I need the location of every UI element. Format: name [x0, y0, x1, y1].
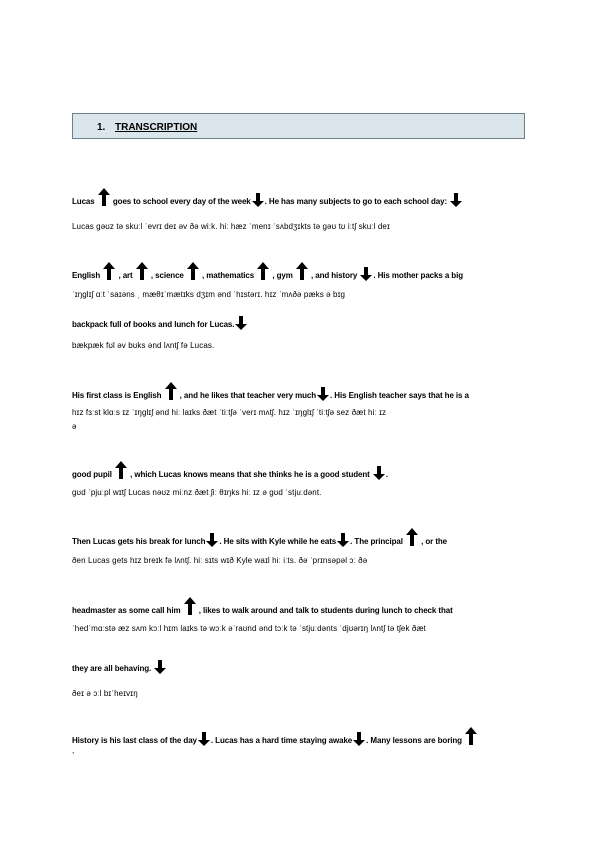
section-number: 1. [97, 122, 106, 133]
english-text: . Many lessons are boring [366, 736, 465, 745]
arrow-up-icon [256, 262, 270, 280]
english-text: . [385, 470, 388, 479]
english-line [72, 382, 469, 401]
english-text: . Lucas has a hard time staying awake [210, 736, 353, 745]
ipa-line: bækpæk fʊl əv bʊks ənd lʌntʃ fə Lucas. [72, 341, 215, 350]
english-line [72, 188, 463, 207]
english-text: History is his last class of the day [72, 736, 197, 745]
ipa-line: ðen Lucas gets hɪz breɪk fə lʌntʃ. hiː sɪts wɪð Kyle waɪl hiː iːts. ðə ˈprɪnsəpəl ɔː ðə [72, 556, 368, 565]
arrow-down-icon [372, 466, 386, 480]
english-text: His first class is English [72, 391, 164, 400]
ipa-line: hɪz fɜːst klɑːs ɪz ˈɪŋglɪʃ ənd hiː laɪks ðæt ˈtiːtʃə ˈverɪ mʌtʃ. hɪz ˈɪŋglɪʃ ˈtiːtʃə sez ðæt hiː ɪz [72, 408, 387, 417]
english-text: . The principal [350, 537, 406, 546]
section-title: TRANSCRIPTION [115, 122, 198, 133]
ipa-line: ˈhedˈmɑːstə æz sʌm kɔːl hɪm laɪks tə wɔːk əˈraʊnd ənd tɔːk tə ˈstjuːdənts ˈdjʊərɪŋ lʌntʃ tə tʃek ðæt [72, 624, 426, 633]
arrow-up-icon [97, 188, 111, 206]
arrow-up-icon [186, 262, 200, 280]
english-line [72, 528, 447, 547]
english-text: . His English teacher says that he is a [330, 391, 469, 400]
arrow-down-icon [352, 732, 366, 746]
arrow-down-icon [316, 387, 330, 401]
section-header [72, 113, 525, 139]
arrow-up-icon [135, 262, 149, 280]
arrow-down-icon [251, 193, 265, 207]
english-text: , art [116, 271, 135, 280]
english-text: , mathematics [199, 271, 257, 280]
english-text: , which Lucas knows means that she thinks he is a good student [128, 470, 372, 479]
arrow-up-icon [102, 262, 116, 280]
ipa-line: Lucas gəʊz tə skuːl ˈevrɪ deɪ əv ðə wiːk. hiː hæz ˈmenɪ ˈsʌbdʒɪkts tə gəʊ tʊ iːtʃ skuːl deɪ [72, 222, 390, 231]
english-text: headmaster as some call him [72, 606, 183, 615]
ipa-line: gʊd ˈpjuːpl wɪtʃ Lucas nəʊz miːnz ðæt ʃiː θɪŋks hiː ɪz ə gʊd ˈstjuːdənt. [72, 488, 322, 497]
english-text: , likes to walk around and talk to students during lunch to check that [196, 606, 453, 615]
english-text: , science [148, 271, 186, 280]
english-line [72, 727, 478, 746]
arrow-down-icon [234, 316, 248, 330]
english-text: . He sits with Kyle while he eats [219, 537, 337, 546]
english-text: Lucas [72, 197, 97, 206]
english-text: , and history [308, 271, 360, 280]
arrow-down-icon [205, 533, 219, 547]
arrow-up-icon [114, 461, 128, 479]
arrow-up-icon [164, 382, 178, 400]
arrow-down-icon [336, 533, 350, 547]
english-line [72, 316, 248, 330]
arrow-up-icon [183, 597, 197, 615]
arrow-down-icon [359, 267, 373, 281]
english-text: . His mother packs a big [373, 271, 464, 280]
english-text: good pupil [72, 470, 114, 479]
ipa-line: ˈɪŋglɪʃ ɑːt ˈsaɪəns ˌ mæθɪˈmætɪks dʒɪm ənd ˈhɪstərɪ. hɪz ˈmʌðə pæks ə bɪg [72, 290, 346, 299]
english-line [72, 262, 463, 281]
english-line [72, 660, 167, 674]
english-line [72, 597, 453, 615]
arrow-up-icon [405, 528, 419, 546]
arrow-down-icon [449, 193, 463, 207]
english-text: , and he likes that teacher very much [177, 391, 317, 400]
arrow-down-icon [153, 660, 167, 674]
english-text: Then Lucas gets his break for lunch [72, 537, 206, 546]
english-text: backpack full of books and lunch for Lucas. [72, 320, 235, 329]
english-line [72, 461, 388, 480]
arrow-up-icon [295, 262, 309, 280]
ipa-line: ðeɪ ə ɔːl bɪˈheɪvɪŋ [72, 689, 138, 698]
english-text: . He has many subjects to go to each school day: [264, 197, 450, 206]
english-text: English [72, 271, 103, 280]
english-text: they are all behaving. [72, 664, 154, 673]
arrow-up-icon [464, 727, 478, 745]
english-text: , gym [270, 271, 295, 280]
english-text: goes to school every day of the week [110, 197, 251, 206]
arrow-down-icon [197, 732, 211, 746]
ipa-line: , [72, 746, 75, 755]
ipa-line: ə [72, 422, 77, 431]
english-text: , or the [419, 537, 448, 546]
